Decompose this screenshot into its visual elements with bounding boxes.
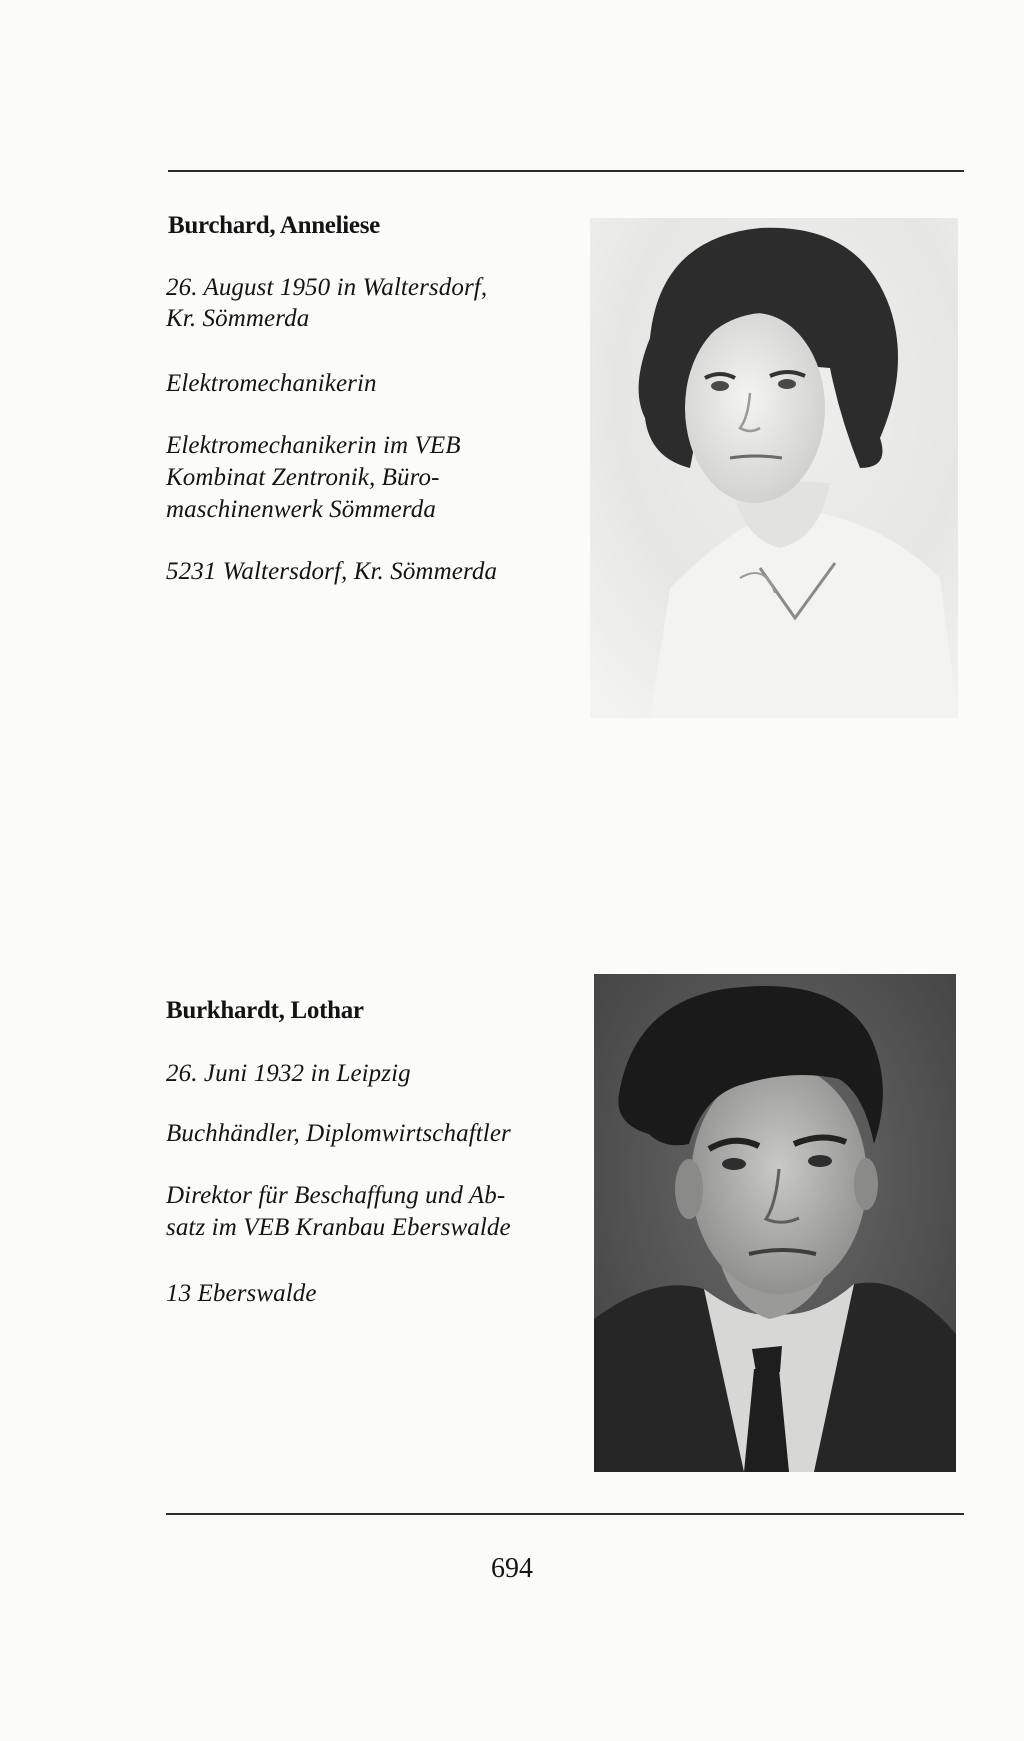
- top-rule: [168, 170, 964, 172]
- entry-birth-line-1: 26. Juni 1932 in Leipzig: [166, 1060, 411, 1087]
- page-number: 694: [491, 1553, 533, 1584]
- entry-position-line-3: maschinenwerk Sömmerda: [166, 496, 436, 523]
- entry-position-line-1: Elektromechanikerin im VEB: [166, 432, 461, 459]
- portrait-photo: [594, 974, 956, 1472]
- portrait-photo: [590, 218, 958, 718]
- entry-birth-line-2: Kr. Sömmerda: [166, 305, 310, 332]
- entry-birth-line-1: 26. August 1950 in Waltersdorf,: [166, 274, 488, 301]
- entry-address: 5231 Waltersdorf, Kr. Sömmerda: [166, 558, 498, 585]
- entry-address: 13 Eberswalde: [166, 1280, 317, 1307]
- entry-profession: Buchhändler, Diplomwirtschaftler: [166, 1120, 511, 1147]
- entry-name: Burkhardt, Lothar: [166, 997, 364, 1024]
- bottom-rule: [166, 1513, 964, 1515]
- entry-profession: Elektromechanikerin: [166, 370, 377, 397]
- entry-position-line-2: satz im VEB Kranbau Eberswalde: [166, 1214, 511, 1241]
- entry-position-line-1: Direktor für Beschaffung und Ab-: [166, 1182, 506, 1209]
- entry-name: Burchard, Anneliese: [168, 212, 380, 239]
- entry-position-line-2: Kombinat Zentronik, Büro-: [166, 464, 440, 491]
